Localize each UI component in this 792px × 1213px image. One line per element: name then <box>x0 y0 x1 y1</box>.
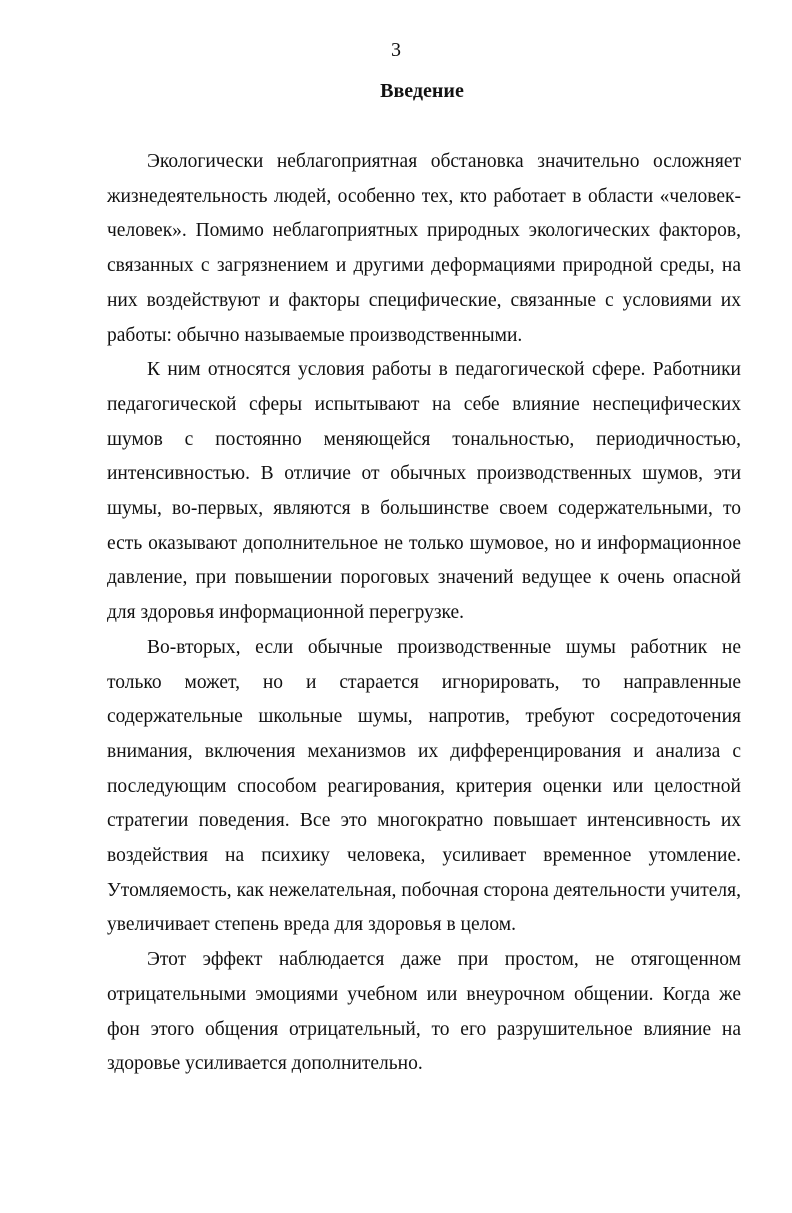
paragraph-3: Во-вторых, если обычные производственные шумы работник не только может, но и старается игнорировать, то направленные содержательные школьные шумы, напротив, требуют сосредоточения внимания, включения механизмов их дифференцирования и анализа с последующим способом реагирования, критерия оценки или целостной стратегии поведения. Все это многократно повышает интенсивность их воздействия на психику человека, усиливает временное утомление. Утомляемость, как нежелательная, побочная сторона деятельности учителя, увеличивает степень вреда для здоровья в целом. <box>107 636 741 936</box>
paragraph-1: Экологически неблагоприятная обстановка значительно осложняет жизнедеятельность людей, особенно тех, кто работает в области «человек-человек». Помимо неблагоприятных природных экологических факторов, связанных с загрязнением и другими деформациями природной среды, на них воздействуют и факторы специфические, связанные с условиями их работы: обычно называемые производственными. <box>107 151 741 346</box>
section-title: Введение <box>380 80 464 102</box>
page-number: 3 <box>391 39 401 61</box>
paragraph-4: Этот эффект наблюдается даже при простом, не отягощенном отрицательными эмоциями учебном или внеурочном общении. Когда же фон этого общения отрицательный, то его разрушительное влияние на здоровье усиливается дополнительно. <box>107 949 741 1075</box>
body-text <box>107 145 741 1082</box>
paragraph-2: К ним относятся условия работы в педагогической сфере. Работники педагогической сферы испытывают на себе влияние неспецифических шумов с постоянно меняющейся тональностью, периодичностью, интенсивностью. В отличие от обычных производственных шумов, эти шумы, во-первых, являются в большинстве своем содержательными, то есть оказывают дополнительное не только шумовое, но и информационное давление, при повышении пороговых значений ведущее к очень опасной для здоровья информационной перегрузке. <box>107 359 741 624</box>
